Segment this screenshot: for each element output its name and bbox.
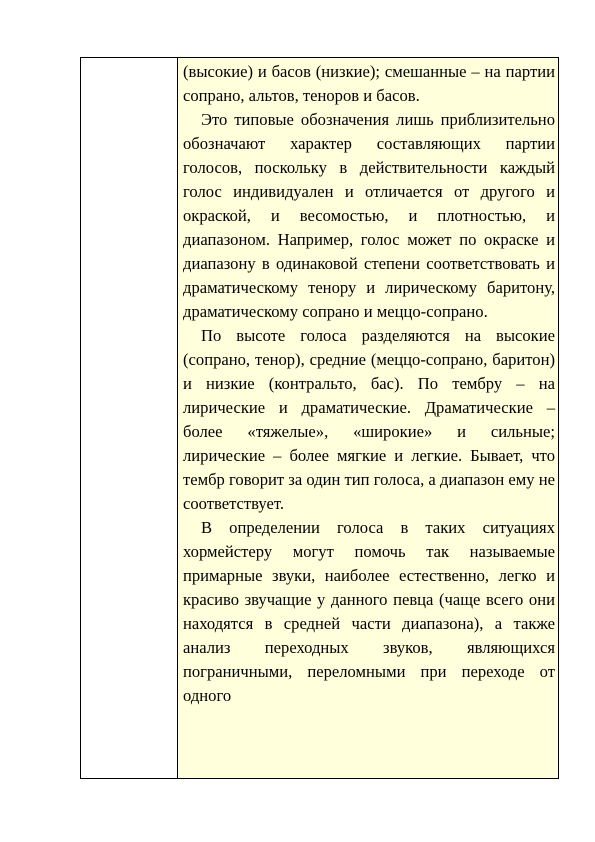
paragraph-voice-height: По высоте голоса разделяются на высокие (сопрано, тенор), средние (меццо-сопрано, баритон) и низкие (контральто, бас). По тембру – на лирические и драматические. Драматические – более «тяжелые», «широкие» и сильные; лирические – более мягкие и легкие. Бывает, что тембр говорит за один тип голоса, а диапазон ему не соответствует. <box>183 326 555 513</box>
table-row <box>81 58 559 779</box>
body-text <box>178 58 558 708</box>
paragraph-voice-definition: В определении голоса в таких ситуациях хормейстеру могут помочь так называемые примарные звуки, наиболее естественно, легко и красиво звучащие у данного певца (чаще всего они находятся в средней части диапазона), а также анализ переходных звуков, являющихся пограничными, переломными при переходе от одного <box>183 518 555 705</box>
text-cell <box>178 58 559 779</box>
left-empty-cell <box>81 58 178 779</box>
paragraph-continuation: (высокие) и басов (низкие); смешанные – на партии сопрано, альтов, теноров и басов. <box>183 62 555 105</box>
content-table <box>80 57 559 779</box>
paragraph-voice-types: Это типовые обозначения лишь приблизительно обозначают характер составляющих партии голосов, поскольку в действительности каждый голос индивидуален и отличается от другого и окраской, и весомостью, и плотностью, и диапазоном. Например, голос может по окраске и диапазону в одинаковой степени соответствовать и драматическому тенору и лирическому баритону, драматическому сопрано и меццо-сопрано. <box>183 110 555 321</box>
